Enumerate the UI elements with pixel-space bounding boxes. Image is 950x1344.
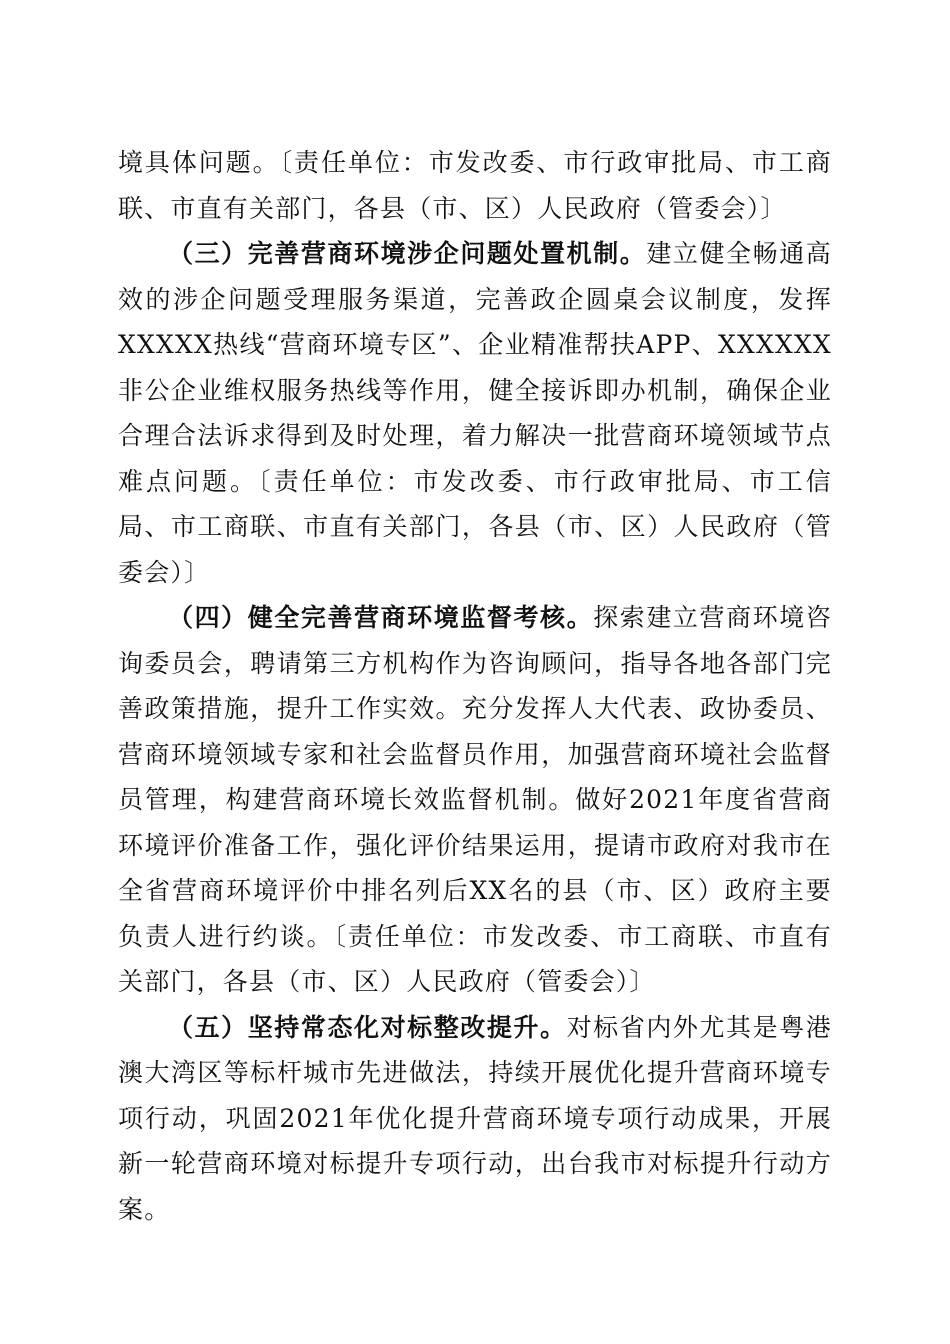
section-heading: （四）健全完善营商环境监督考核。	[168, 603, 594, 632]
section-heading: （三）完善营商环境涉企问题处置机制。	[168, 239, 647, 268]
paragraph-continuation	[118, 140, 832, 231]
paragraph-body: 对标省内外尤其是粤港澳大湾区等标杆城市先进做法，持续开展优化提升营商环境专项行动，巩固2021年优化提升营商环境专项行动成果，开展新一轮营商环境对标提升专项行动，出台我市对标提升行动方案。	[118, 1012, 832, 1224]
paragraph-body: 境具体问题。〔责任单位：市发改委、市行政审批局、市工商联、市直有关部门，各县（市、区）人民政府（管委会）〕	[118, 148, 832, 223]
section-heading: （五）坚持常态化对标整改提升。	[168, 1012, 567, 1042]
paragraph-section-3	[118, 231, 832, 595]
paragraph-section-5	[118, 1005, 832, 1233]
paragraph-body: 探索建立营商环境咨询委员会，聘请第三方机构作为咨询顾问，指导各地各部门完善政策措施，提升工作实效。充分发挥人大代表、政协委员、营商环境领域专家和社会监督员作用，加强营商环境社会监督员管理，构建营商环境长效监督机制。做好2021年度省营商环境评价准备工作，强化评价结果运用，提请市政府对我市在全省营商环境评价中排名列后XX名的县（市、区）政府主要负责人进行约谈。〔责任单位：市发改委、市工商联、市直有关部门，各县（市、区）人民政府（管委会）〕	[118, 603, 832, 996]
paragraph-body: 建立健全畅通高效的涉企问题受理服务渠道，完善政企圆桌会议制度，发挥XXXXX热线“营商环境专区”、企业精准帮扶APP、XXXXXX非公企业维权服务热线等作用，健全接诉即办机制，确保企业合理合法诉求得到及时处理，着力解决一批营商环境领域节点难点问题。〔责任单位：市发改委、市行政审批局、市工信局、市工商联、市直有关部门，各县（市、区）人民政府（管委会）〕	[118, 239, 832, 587]
paragraph-section-4	[118, 595, 832, 1005]
